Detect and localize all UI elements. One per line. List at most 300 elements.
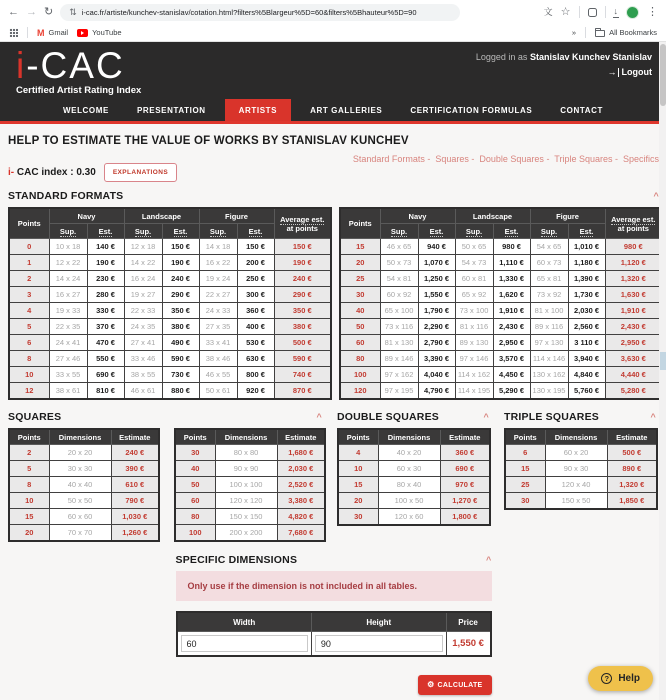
warning-message: Only use if the dimension is not included in all tables. [176,571,492,601]
table-cell: 8 [9,351,49,367]
table-cell: 4,820 € [277,509,325,525]
bookmarks-right [572,27,657,38]
table-cell: 24 x 41 [49,335,87,351]
table-cell: 60 x 60 [49,509,111,525]
table-row [340,383,662,400]
table-cell: 81 x 116 [455,319,493,335]
collapse-chevron-icon[interactable]: ^ [650,411,656,422]
table-cell: 60 [175,493,215,509]
logged-in-text: Logged in as Stanislav Kunchev Stanislav [475,52,652,62]
table-cell: 54 x 73 [455,255,493,271]
table-row [505,445,657,461]
table-cell: 33 x 46 [124,351,162,367]
table-row [9,461,159,477]
table-cell: 22 x 35 [49,319,87,335]
table-cell: 140 € [87,239,124,255]
table-cell: 12 x 18 [124,239,162,255]
table-cell: 0 [9,239,49,255]
table-cell: 14 x 18 [199,239,237,255]
scrollbar-thumb[interactable] [660,44,666,106]
table-cell: 1,910 € [493,303,530,319]
bookmarks-divider [27,27,28,38]
table-row [9,239,331,255]
table-cell: 290 € [162,287,199,303]
table-cell: 190 € [162,255,199,271]
table-row [9,303,331,319]
toolbar-actions [544,6,658,19]
table-cell: 2,430 € [493,319,530,335]
table-cell: 19 x 27 [124,287,162,303]
table-cell: 89 x 146 [380,351,418,367]
table-cell: 980 € [493,239,530,255]
table-cell: 130 x 195 [530,383,568,400]
table-cell: 24 x 35 [124,319,162,335]
table-cell: 810 € [87,383,124,400]
width-input[interactable] [181,635,308,652]
table-row [505,477,657,493]
width-cell [177,632,312,657]
col-sup: Sup. [49,224,87,239]
table-cell: 100 [175,525,215,542]
table-cell: 360 € [440,445,490,461]
table-cell: 40 [175,461,215,477]
col-est: Est. [237,224,274,239]
table-cell: 5 [9,461,49,477]
table-row [340,335,662,351]
table-cell: 46 x 61 [124,383,162,400]
cac-index-value: i- CAC index : 0.30 [8,167,96,179]
table-cell: 27 x 41 [124,335,162,351]
table-cell: 2,790 € [418,335,455,351]
logout-label: Logout [621,67,652,77]
table-cell: 150 € [237,239,274,255]
anchor-squares[interactable]: Squares - [435,154,479,164]
table-cell: 360 € [237,303,274,319]
table-cell: 4 [9,303,49,319]
table-row [175,445,325,461]
all-bookmarks-label: All Bookmarks [609,28,657,37]
table-cell: 12 [9,383,49,400]
table-row [338,493,490,509]
table-cell: 73 x 116 [380,319,418,335]
nav-item-contact[interactable]: CONTACT [560,106,603,116]
table-row [9,509,159,525]
table-cell: 60 x 73 [530,255,568,271]
translate-icon[interactable]: 文 [543,6,553,17]
table-cell: 114 x 146 [530,351,568,367]
table-cell: 6 [505,445,545,461]
table-cell: 65 x 81 [530,271,568,287]
col-figure: Figure [530,208,605,224]
table-cell: 114 x 195 [455,383,493,400]
table-cell: 1,180 € [568,255,605,271]
standard-formats-table-right [339,207,663,400]
table-cell: 15 [9,509,49,525]
site-header [0,42,666,124]
col-landscape: Landscape [124,208,199,224]
table-cell: 150 x 50 [545,493,607,510]
table-cell: 50 x 73 [380,255,418,271]
table-cell: 3,630 € [605,351,662,367]
standard-formats-section [8,190,659,400]
back-icon[interactable]: ← [8,5,19,18]
col-dimensions: Dimensions [378,429,440,445]
table-cell: 1,320 € [607,477,657,493]
bookmark-youtube[interactable] [77,28,121,37]
col-points: Points [338,429,378,445]
col-points: Points [175,429,215,445]
table-cell: 80 x 80 [215,445,277,461]
table-cell: 940 € [418,239,455,255]
index-row [8,154,659,182]
table-cell: 120 [340,383,380,400]
table-row [338,461,490,477]
table-row [9,255,331,271]
table-cell: 97 x 162 [380,367,418,383]
table-cell: 290 € [274,287,331,303]
table-cell: 150 x 150 [215,509,277,525]
table-cell: 25 [505,477,545,493]
table-row [175,525,325,542]
col-dimensions: Dimensions [545,429,607,445]
col-width: Width [177,612,312,632]
table-cell: 1,730 € [568,287,605,303]
collapse-chevron-icon[interactable]: ^ [486,554,492,565]
user-name: Stanislav Kunchev Stanislav [529,52,652,62]
table-cell: 10 [338,461,378,477]
refresh-icon[interactable]: ↻ [44,5,54,18]
table-cell: 4 [338,445,378,461]
table-cell: 60 x 20 [545,445,607,461]
page-scrollbar[interactable] [659,42,666,700]
table-cell: 114 x 162 [455,367,493,383]
table-cell: 1,110 € [493,255,530,271]
table-cell: 50 x 65 [455,239,493,255]
anchor-specifics[interactable]: Specifics [622,154,659,165]
table-cell: 1,320 € [605,271,662,287]
table-cell: 1,010 € [568,239,605,255]
col-landscape: Landscape [455,208,530,224]
col-navy: Navy [49,208,124,224]
table-row [9,335,331,351]
toolbar-divider [579,6,580,18]
table-cell: 590 € [274,351,331,367]
address-bar[interactable] [60,4,460,21]
table-cell: 1,260 € [111,525,159,542]
forward-icon[interactable]: → [26,5,37,18]
table-cell: 6 [9,335,49,351]
table-cell: 190 € [87,255,124,271]
all-bookmarks-button[interactable] [595,28,657,37]
table-row [175,461,325,477]
table-row [340,255,662,271]
table-cell: 150 € [162,239,199,255]
col-height: Height [311,612,446,632]
table-cell: 4,040 € [418,367,455,383]
triple-squares-heading: TRIPLE SQUARES ^ [504,411,656,424]
tab-group-icon[interactable] [588,8,597,17]
table-cell: 65 x 92 [455,287,493,303]
standard-formats-table-left [8,207,332,400]
table-cell: 1,030 € [111,509,159,525]
table-row [9,525,159,542]
bookmarks-overflow-icon[interactable]: » [571,28,577,37]
table-cell: 10 [9,367,49,383]
table-row [340,319,662,335]
col-est: Est. [162,224,199,239]
table-cell: 1,550 € [418,287,455,303]
table-cell: 40 x 20 [378,445,440,461]
table-cell: 22 x 33 [124,303,162,319]
main-nav [0,99,666,121]
calculate-button[interactable] [418,675,491,695]
table-cell: 490 € [162,335,199,351]
table-cell: 630 € [237,351,274,367]
nav-item-art-galleries[interactable]: ART GALLERIES [310,106,383,116]
nav-item-artists[interactable]: ARTISTS [225,99,291,121]
table-cell: 16 x 22 [199,255,237,271]
table-cell: 380 € [162,319,199,335]
table-cell: 2 [9,271,49,287]
table-cell: 20 [338,493,378,509]
double-squares-section [337,411,489,542]
table-row [9,271,331,287]
table-cell: 380 € [274,319,331,335]
table-cell: 40 [340,303,380,319]
anchor-double-squares[interactable]: Double Squares - [479,154,554,164]
collapse-chevron-icon[interactable]: ^ [316,411,322,422]
col-figure: Figure [199,208,274,224]
table-cell: 2,430 € [605,319,662,335]
table-cell: 150 € [274,239,331,255]
table-row [175,493,325,509]
table-cell: 1,630 € [605,287,662,303]
logo-tagline: Certified Artist Rating Index [16,85,142,97]
table-cell: 14 x 24 [49,271,87,287]
bookmarks-divider [585,27,586,38]
site-logo: i-CAC [16,45,125,86]
table-cell: 400 € [237,319,274,335]
table-cell: 1,390 € [568,271,605,287]
profile-avatar[interactable] [626,6,639,19]
table-row [9,477,159,493]
help-label: Help [618,673,640,684]
table-cell: 120 x 60 [378,509,440,526]
table-cell: 19 x 33 [49,303,87,319]
table-cell: 80 [175,509,215,525]
table-cell: 530 € [237,335,274,351]
col-average: Average est. at points [274,208,331,239]
youtube-icon [77,29,88,37]
table-row [9,351,331,367]
table-cell: 30 [505,493,545,510]
site-info-icon[interactable]: ⇅ [69,6,77,17]
squares-section [8,411,322,542]
col-sup: Sup. [455,224,493,239]
collapse-chevron-icon[interactable]: ^ [653,190,659,201]
nav-item-presentation[interactable]: PRESENTATION [136,106,206,116]
specific-dimensions-section [176,554,492,695]
logout-button[interactable] [476,67,652,77]
table-cell: 50 [175,477,215,493]
table-cell: 240 € [162,271,199,287]
table-row [9,367,331,383]
bookmark-star-icon[interactable]: ☆ [560,5,571,18]
col-price: Price [446,612,490,632]
table-cell: 4,790 € [418,383,455,400]
table-cell: 1,790 € [418,303,455,319]
table-cell: 1,070 € [418,255,455,271]
table-cell: 920 € [237,383,274,400]
toolbar-divider [605,6,606,18]
table-cell: 38 x 46 [199,351,237,367]
bookmark-label: Gmail [48,28,69,37]
specific-dimensions-table [176,611,492,657]
anchor-triple-squares[interactable]: Triple Squares - [554,154,623,164]
table-row [9,319,331,335]
download-icon[interactable]: ↓ [613,6,618,16]
anchor-standard-formats[interactable]: Standard Formats - [353,154,436,164]
table-cell: 20 [340,255,380,271]
table-cell: 190 € [274,255,331,271]
table-cell: 27 x 35 [199,319,237,335]
table-cell: 2,520 € [277,477,325,493]
explanations-button[interactable]: EXPLANATIONS [104,163,177,182]
squares-table-right [174,428,326,542]
table-cell: 730 € [162,367,199,383]
table-cell: 1,910 € [605,303,662,319]
table-cell: 54 x 81 [380,271,418,287]
table-cell: 15 [505,461,545,477]
table-cell: 40 x 40 [49,477,111,493]
table-cell: 1,620 € [493,287,530,303]
nav-item-welcome[interactable]: WELCOME [62,106,109,116]
table-cell: 4,440 € [605,367,662,383]
url-text[interactable]: i-cac.fr/artiste/kunchev-stanislav/cotation.html?filters%5Blargeur%5D=60&filters%5Bhauteur%5D=90 [81,7,417,17]
table-cell: 1,250 € [418,271,455,287]
table-cell: 97 x 130 [530,335,568,351]
table-cell: 470 € [87,335,124,351]
table-cell: 90 x 30 [545,461,607,477]
specific-dimensions-heading: SPECIFIC DIMENSIONS ^ [175,554,492,567]
table-cell: 38 x 61 [49,383,87,400]
triple-squares-section [504,411,656,542]
gmail-icon: M [37,27,45,38]
table-cell: 33 x 55 [49,367,87,383]
table-cell: 30 x 30 [49,461,111,477]
table-cell: 610 € [111,477,159,493]
table-row [338,509,490,526]
table-cell: 30 [175,445,215,461]
table-cell: 30 [338,509,378,526]
table-cell: 46 x 65 [380,239,418,255]
table-cell: 20 x 20 [49,445,111,461]
col-estimate: Estimate [111,429,159,445]
table-cell: 880 € [162,383,199,400]
table-row [9,493,159,509]
menu-kebab-icon[interactable]: ⋮ [647,5,658,18]
table-cell: 100 [340,367,380,383]
table-cell: 500 € [274,335,331,351]
col-sup: Sup. [124,224,162,239]
double-squares-heading: DOUBLE SQUARES ^ [337,411,489,424]
col-dimensions: Dimensions [215,429,277,445]
table-row [338,445,490,461]
col-points: Points [340,208,380,239]
table-cell: 1,850 € [607,493,657,510]
table-cell: 690 € [440,461,490,477]
col-points: Points [9,208,49,239]
table-cell: 60 x 30 [378,461,440,477]
col-est: Est. [418,224,455,239]
table-cell: 1,680 € [277,445,325,461]
table-cell: 1,120 € [605,255,662,271]
table-cell: 2 [9,445,49,461]
table-cell: 50 [340,319,380,335]
table-cell: 19 x 24 [199,271,237,287]
table-cell: 2,950 € [605,335,662,351]
table-cell: 230 € [87,271,124,287]
table-row [175,509,325,525]
table-cell: 250 € [237,271,274,287]
table-row [340,271,662,287]
help-button[interactable] [588,666,653,691]
col-est: Est. [87,224,124,239]
table-cell: 3 110 € [568,335,605,351]
table-cell: 16 x 27 [49,287,87,303]
question-mark-icon: ? [601,673,612,684]
table-row [340,351,662,367]
table-cell: 370 € [87,319,124,335]
table-cell: 73 x 100 [455,303,493,319]
logo-block[interactable] [16,45,142,97]
table-cell: 80 [340,351,380,367]
table-cell: 280 € [87,287,124,303]
triple-squares-table [504,428,658,510]
bookmark-gmail[interactable] [37,28,68,38]
height-input[interactable] [315,635,443,652]
col-est: Est. [568,224,605,239]
table-cell: 100 x 100 [215,477,277,493]
table-row [9,445,159,461]
table-row [9,383,331,400]
standard-formats-heading: STANDARD FORMATS ^ [8,190,659,203]
inner-scrollbar-thumb[interactable] [660,352,666,370]
table-cell: 3,940 € [568,351,605,367]
table-cell: 1,800 € [440,509,490,526]
table-cell: 1 [9,255,49,271]
collapse-chevron-icon[interactable]: ^ [483,411,489,422]
table-cell: 690 € [87,367,124,383]
table-cell: 4,840 € [568,367,605,383]
apps-grid-icon[interactable] [9,28,18,37]
table-row [9,287,331,303]
table-row [340,367,662,383]
table-row [505,461,657,477]
col-points: Points [9,429,49,445]
table-cell: 3,390 € [418,351,455,367]
nav-item-certification-formulas[interactable]: CERTIFICATION FORMULAS [410,106,533,116]
table-row [338,477,490,493]
table-cell: 12 x 22 [49,255,87,271]
squares-table-left [8,428,160,542]
table-cell: 300 € [237,287,274,303]
table-cell: 54 x 65 [530,239,568,255]
table-cell: 50 x 61 [199,383,237,400]
table-cell: 60 x 81 [455,271,493,287]
table-row [340,287,662,303]
cac-index-block [8,163,177,182]
